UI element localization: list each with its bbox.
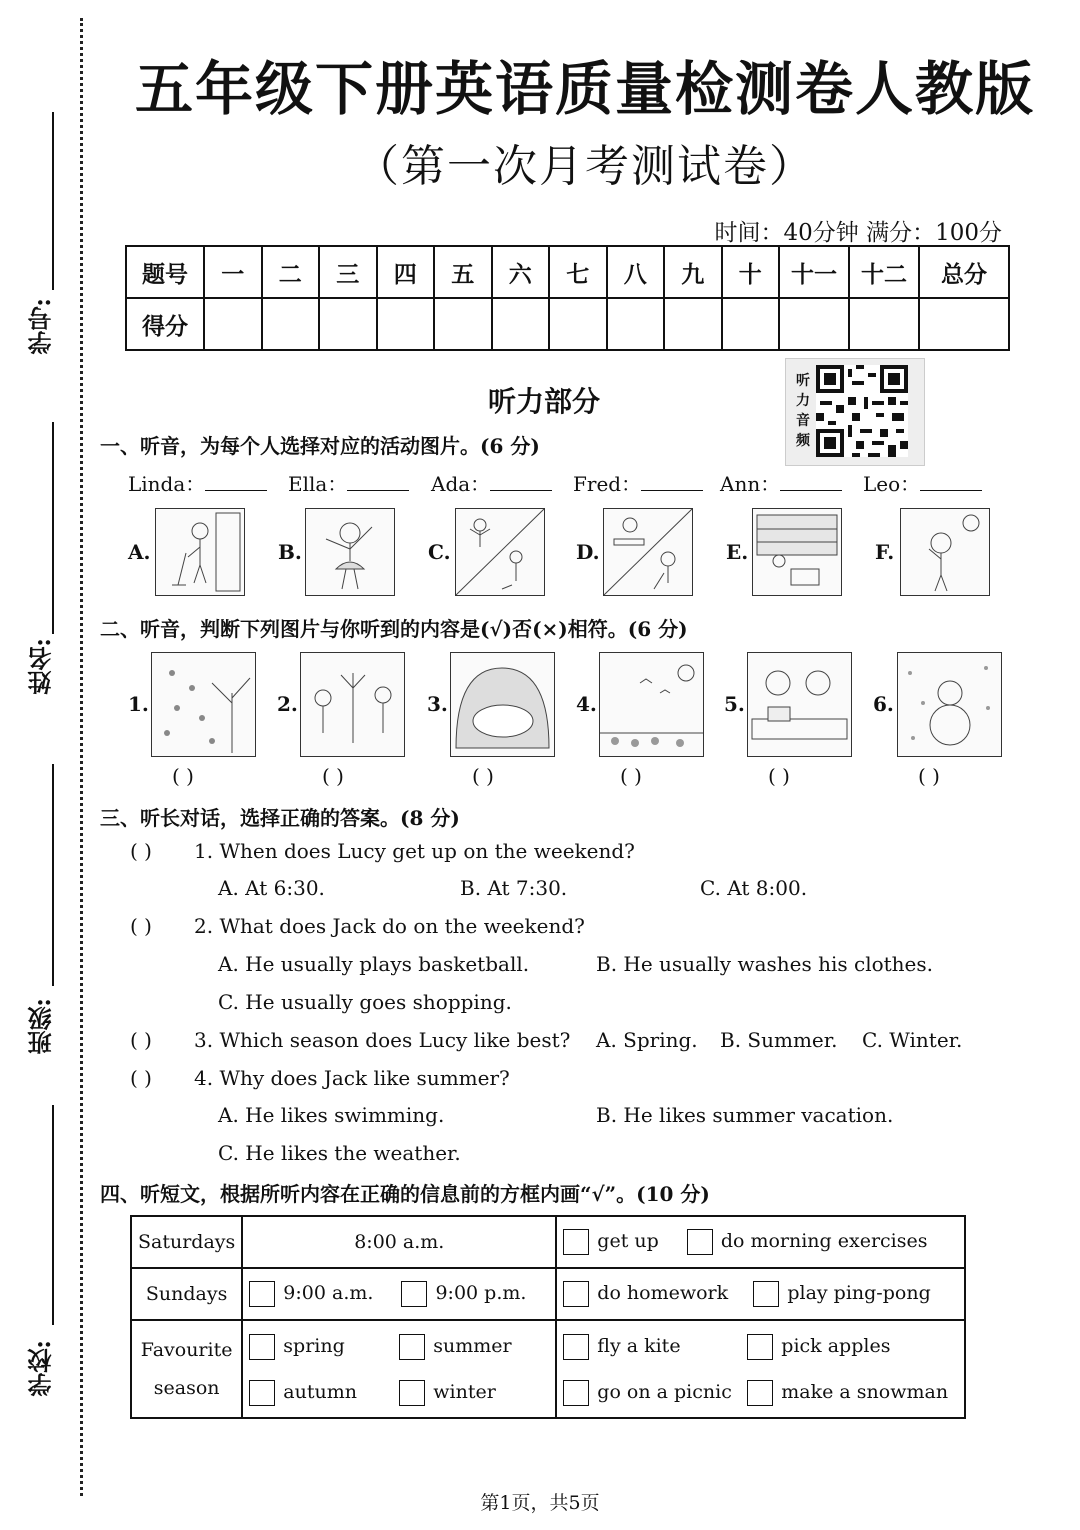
checkbox[interactable] <box>563 1229 589 1255</box>
item-label: 3. <box>427 692 448 716</box>
option-4a: A. He likes swimming. <box>218 1103 445 1127</box>
item-label: 4. <box>576 692 597 716</box>
part3-heading: 三、听长对话，选择正确的答案。(8 分) <box>100 806 460 830</box>
option-3b: B. Summer. <box>720 1028 838 1052</box>
option-text: make a snowman <box>781 1381 949 1403</box>
score-input-cell[interactable] <box>919 298 1009 350</box>
sundays-row <box>131 1268 965 1320</box>
time-info: 时间：40分钟 满分：100分 <box>714 220 1002 246</box>
checkbox[interactable] <box>687 1229 713 1255</box>
option-1b: B. At 7:30. <box>460 876 568 900</box>
checkbox[interactable] <box>563 1281 589 1307</box>
score-header-cell: 九 <box>664 246 722 298</box>
answer-paren[interactable]: ( ) <box>130 1028 152 1052</box>
score-header-cell: 四 <box>377 246 435 298</box>
judge-blank[interactable]: ( ) <box>768 764 790 788</box>
item-label: 2. <box>277 692 298 716</box>
option-2a: A. He usually plays basketball. <box>218 952 530 976</box>
option-label: D. <box>576 540 600 564</box>
item-label: 1. <box>128 692 149 716</box>
season-options <box>242 1320 556 1418</box>
girl-in-sun-picture <box>900 508 990 596</box>
score-table <box>125 245 1010 351</box>
option-text: 9:00 p.m. <box>435 1282 527 1304</box>
option-label: B. <box>278 540 302 564</box>
score-header-cell: 十 <box>722 246 780 298</box>
answer-blank[interactable] <box>347 472 409 491</box>
option-3a: A. Spring. <box>596 1028 698 1052</box>
part4-heading: 四、听短文，根据所听内容在正确的信息前的方框内画“√”。(10 分) <box>100 1182 710 1206</box>
judge-blank[interactable]: ( ) <box>172 764 194 788</box>
option-label: C. <box>428 540 451 564</box>
binding-dashed-line <box>80 18 83 1496</box>
score-input-cell[interactable] <box>849 298 919 350</box>
answer-paren[interactable]: ( ) <box>130 1066 152 1090</box>
sun-activities <box>556 1268 965 1320</box>
checkbox[interactable] <box>249 1380 275 1406</box>
class-label: 班级: <box>27 998 56 1055</box>
page-footer: 第1页，共5页 <box>480 1492 600 1514</box>
checkbox[interactable] <box>747 1334 773 1360</box>
row-label <box>131 1320 242 1418</box>
school-line <box>52 1105 54 1325</box>
checkbox[interactable] <box>563 1380 589 1406</box>
judge-blank[interactable]: ( ) <box>322 764 344 788</box>
question-3: 3. Which season does Lucy like best? <box>194 1028 571 1052</box>
option-text: do homework <box>597 1282 729 1304</box>
score-input-cell[interactable] <box>204 298 262 350</box>
judge-blank[interactable]: ( ) <box>472 764 494 788</box>
part2-heading: 二、听音，判断下列图片与你听到的内容是(√)否(×)相符。(6 分) <box>100 617 688 641</box>
option-4c: C. He likes the weather. <box>218 1141 461 1165</box>
spring-birds-picture <box>599 652 704 757</box>
score-input-cell[interactable] <box>262 298 320 350</box>
dance-and-sweep-picture <box>455 508 545 596</box>
student-id-line <box>52 112 54 290</box>
score-value-row <box>126 298 1009 350</box>
score-input-cell[interactable] <box>434 298 492 350</box>
score-input-cell[interactable] <box>319 298 377 350</box>
option-1a: A. At 6:30. <box>218 876 325 900</box>
autumn-leaves-picture <box>151 652 256 757</box>
row-label-line1: Favourite <box>140 1339 233 1361</box>
score-header-cell: 七 <box>549 246 607 298</box>
option-3c: C. Winter. <box>862 1028 963 1052</box>
sat-time: 8:00 a.m. <box>242 1216 556 1268</box>
name-slot-leo[interactable] <box>863 468 982 497</box>
name-label: 姓名: <box>27 638 56 695</box>
saturdays-row <box>131 1216 965 1268</box>
answer-blank[interactable] <box>205 472 267 491</box>
score-input-cell[interactable] <box>664 298 722 350</box>
score-input-cell[interactable] <box>722 298 780 350</box>
question-4: 4. Why does Jack like summer? <box>194 1066 510 1090</box>
qr-label: 听力音频 <box>796 373 810 449</box>
score-header-cell: 十二 <box>849 246 919 298</box>
score-header-cell: 六 <box>492 246 550 298</box>
name-label: Ella： <box>288 472 348 496</box>
answer-blank[interactable] <box>641 472 703 491</box>
option-2c: C. He usually goes shopping. <box>218 990 512 1014</box>
option-4b: B. He likes summer vacation. <box>596 1103 894 1127</box>
checkbox[interactable] <box>399 1380 425 1406</box>
checkbox[interactable] <box>563 1334 589 1360</box>
name-label: Ada： <box>431 472 491 496</box>
part1-heading: 一、听音，为每个人选择对应的活动图片。(6 分) <box>100 434 540 458</box>
score-header-cell: 五 <box>434 246 492 298</box>
score-row-label: 得分 <box>126 298 204 350</box>
name-label: Fred： <box>573 472 642 496</box>
name-label: Ann： <box>720 472 781 496</box>
sweeping-floor-picture <box>155 508 245 596</box>
season-activities <box>556 1320 965 1418</box>
checkbox[interactable] <box>249 1281 275 1307</box>
class-line <box>52 764 54 986</box>
option-label: E. <box>726 540 749 564</box>
option-label: F. <box>875 540 895 564</box>
score-input-cell[interactable] <box>492 298 550 350</box>
option-text: play ping-pong <box>787 1282 931 1304</box>
score-input-cell[interactable] <box>779 298 849 350</box>
option-text: autumn <box>283 1381 357 1403</box>
judge-blank[interactable]: ( ) <box>620 764 642 788</box>
answer-blank[interactable] <box>490 472 552 491</box>
option-text: fly a kite <box>597 1335 681 1357</box>
reading-kids-picture <box>747 652 852 757</box>
row-label: Saturdays <box>131 1216 242 1268</box>
snowman-picture <box>897 652 1002 757</box>
score-header-cell: 一 <box>204 246 262 298</box>
info-table <box>130 1215 966 1419</box>
answer-paren[interactable]: ( ) <box>130 914 152 938</box>
name-slot-ella[interactable] <box>288 468 409 497</box>
dancing-girl-picture <box>305 508 395 596</box>
checkbox[interactable] <box>753 1281 779 1307</box>
option-text: get up <box>597 1230 659 1252</box>
option-text: go on a picnic <box>597 1381 732 1403</box>
school-label: 学校: <box>27 1340 56 1397</box>
option-text: spring <box>283 1335 345 1357</box>
name-slot-fred[interactable] <box>573 468 703 497</box>
page-title: 五年级下册英语质量检测卷人教版 <box>134 55 1035 123</box>
shopping-picture <box>752 508 842 596</box>
sat-activities <box>556 1216 965 1268</box>
score-input-cell[interactable] <box>549 298 607 350</box>
qr-code-icon <box>816 365 908 457</box>
row-label: Sundays <box>131 1268 242 1320</box>
score-input-cell[interactable] <box>607 298 665 350</box>
answer-blank[interactable] <box>920 472 982 491</box>
item-label: 6. <box>873 692 894 716</box>
score-header-cell: 总分 <box>919 246 1009 298</box>
option-label: A. <box>128 540 151 564</box>
option-text: 9:00 a.m. <box>283 1282 374 1304</box>
favourite-row <box>131 1320 965 1418</box>
score-header-cell: 二 <box>262 246 320 298</box>
option-text: winter <box>433 1381 496 1403</box>
qr-code-box[interactable] <box>785 358 925 466</box>
score-header-cell: 三 <box>319 246 377 298</box>
score-header-cell: 题号 <box>126 246 204 298</box>
name-line <box>52 422 54 634</box>
judge-blank[interactable]: ( ) <box>918 764 940 788</box>
score-input-cell[interactable] <box>377 298 435 350</box>
checkbox[interactable] <box>747 1380 773 1406</box>
name-label: Linda： <box>128 472 206 496</box>
option-2b: B. He usually washes his clothes. <box>596 952 934 976</box>
option-text: pick apples <box>781 1335 891 1357</box>
name-slot-ann[interactable] <box>720 468 842 497</box>
option-1c: C. At 8:00. <box>700 876 808 900</box>
answer-paren[interactable]: ( ) <box>130 839 152 863</box>
checkbox[interactable] <box>401 1281 427 1307</box>
name-label: Leo： <box>863 472 921 496</box>
checkbox[interactable] <box>249 1334 275 1360</box>
pingpong-and-sweep-picture <box>603 508 693 596</box>
answer-blank[interactable] <box>780 472 842 491</box>
option-text: do morning exercises <box>720 1230 928 1252</box>
name-slot-linda[interactable] <box>128 468 267 497</box>
checkbox[interactable] <box>399 1334 425 1360</box>
question-1: 1. When does Lucy get up on the weekend? <box>194 839 635 863</box>
row-label-line2: season <box>153 1377 220 1399</box>
student-id-label: 学号: <box>27 298 56 355</box>
planting-trees-picture <box>300 652 405 757</box>
score-header-cell: 八 <box>607 246 665 298</box>
score-header-cell: 十一 <box>779 246 849 298</box>
sleeping-bear-picture <box>450 652 555 757</box>
sun-times <box>242 1268 556 1320</box>
name-slot-ada[interactable] <box>431 468 552 497</box>
listening-section-title: 听力部分 <box>488 385 601 418</box>
score-header-row <box>126 246 1009 298</box>
option-text: summer <box>433 1335 512 1357</box>
page-subtitle: （第一次月考测试卷） <box>355 141 815 192</box>
question-2: 2. What does Jack do on the weekend? <box>194 914 585 938</box>
item-label: 5. <box>724 692 745 716</box>
